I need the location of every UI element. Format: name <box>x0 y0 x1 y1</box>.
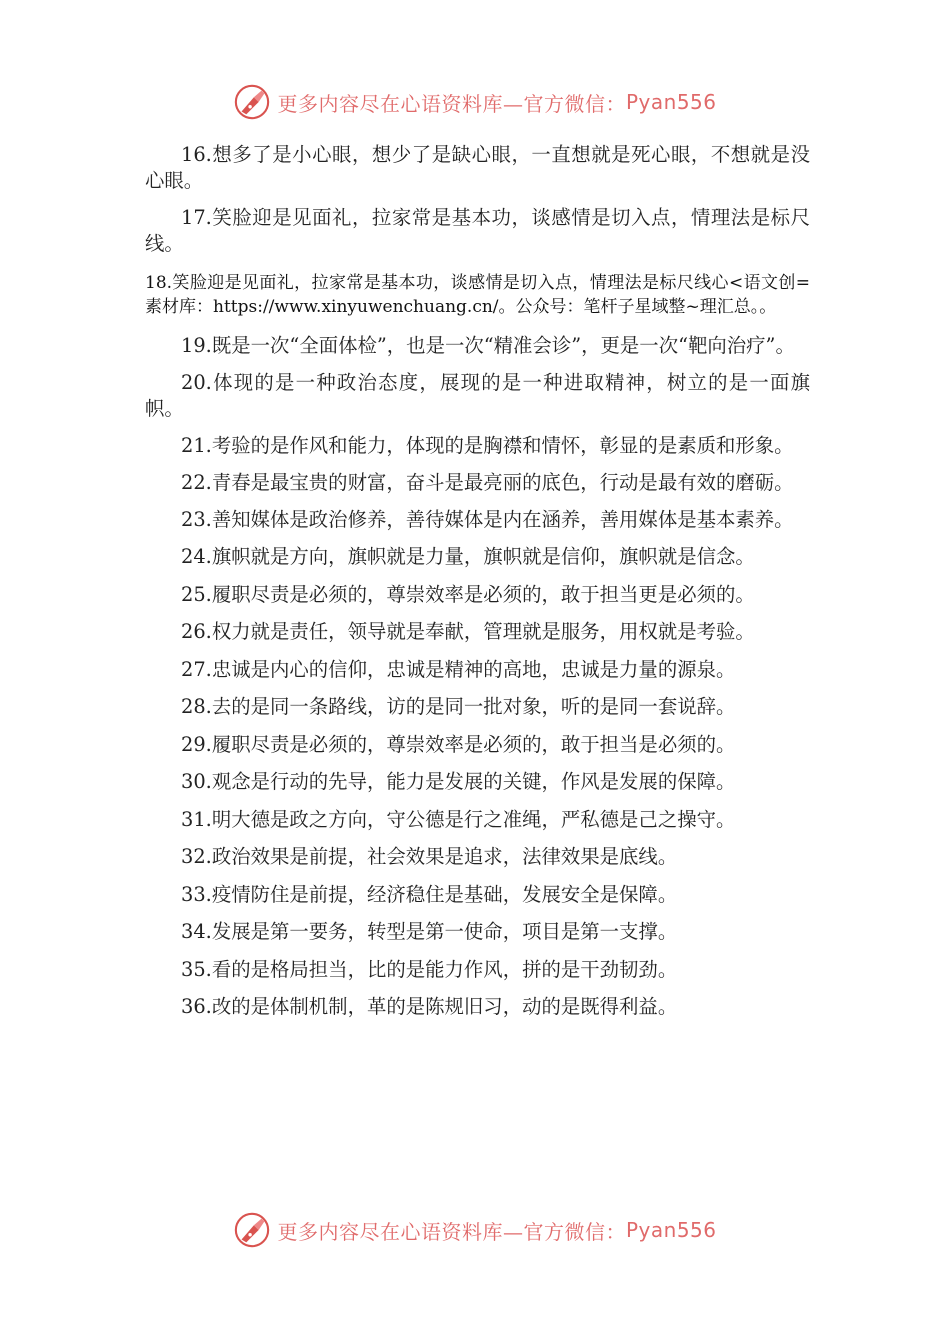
list-item: 29.履职尽责是必须的，尊崇效率是必须的，敢于担当是必须的。 <box>181 732 736 756</box>
pen-nib-logo-icon <box>233 1211 271 1249</box>
list-item: 34.发展是第一要务，转型是第一使命，项目是第一支撑。 <box>181 920 678 943</box>
list-item: 22.青春是最宝贵的财富，奋斗是最亮丽的底色，行动是最有效的磨砺。 <box>181 471 794 494</box>
list-item: 20.体现的是一种政治态度，展现的是一种进取精神，树立的是一面旗帜。 <box>145 371 810 420</box>
list-item: 21.考验的是作风和能力，体现的是胸襟和情怀，彰显的是素质和形象。 <box>181 434 794 457</box>
list-item: 18.笑脸迎是见面礼，拉家常是基本功，谈感情是切入点，情理法是标尺线心<语文创=素材库：https://www.xinyuwenchuang.cn/。公众号：笔杆子星域整~理汇总。。 <box>145 273 810 317</box>
wechat-id: Pyan556 <box>625 1218 717 1242</box>
list-item: 24.旗帜就是方向，旗帜就是力量，旗帜就是信仰，旗帜就是信念。 <box>181 545 755 568</box>
wechat-id: Pyan556 <box>625 90 717 114</box>
header-banner <box>0 82 950 122</box>
pen-nib-logo-icon <box>233 83 271 121</box>
list-item: 32.政治效果是前提，社会效果是追求，法律效果是底线。 <box>181 845 678 868</box>
list-item: 17.笑脸迎是见面礼，拉家常是基本功，谈感情是切入点，情理法是标尺线。 <box>145 206 810 255</box>
list-item: 30.观念是行动的先导，能力是发展的关键，作风是发展的保障。 <box>181 770 736 793</box>
list-item: 26.权力就是责任，领导就是奉献，管理就是服务，用权就是考验。 <box>181 620 755 643</box>
list-item: 31.明大德是政之方向，守公德是行之准绳，严私德是己之操守。 <box>181 807 736 831</box>
list-item: 36.改的是体制机制，革的是陈规旧习，动的是既得利益。 <box>181 995 678 1018</box>
list-item: 35.看的是格局担当，比的是能力作风，拼的是干劲韧劲。 <box>181 957 678 981</box>
list-item: 16.想多了是小心眼，想少了是缺心眼，一直想就是死心眼，不想就是没心眼。 <box>145 143 810 192</box>
list-item: 27.忠诚是内心的信仰，忠诚是精神的高地，忠诚是力量的源泉。 <box>181 657 736 681</box>
list-item: 25.履职尽责是必须的，尊崇效率是必须的，敢于担当更是必须的。 <box>181 582 755 606</box>
list-item: 23.善知媒体是政治修养，善待媒体是内在涵养，善用媒体是基本素养。 <box>181 508 794 531</box>
list-item: 28.去的是同一条路线，访的是同一批对象，听的是同一套说辞。 <box>181 695 736 718</box>
banner-text: 更多内容尽在心语资料库—官方微信： <box>277 91 626 116</box>
banner-text: 更多内容尽在心语资料库—官方微信： <box>277 1219 626 1244</box>
list-item: 19.既是一次“全面体检”，也是一次“精准会诊”，更是一次“靶向治疗”。 <box>181 334 795 357</box>
list-item: 33.疫情防住是前提，经济稳住是基础，发展安全是保障。 <box>181 882 678 906</box>
quote-list <box>145 142 810 1032</box>
footer-banner <box>0 1210 950 1250</box>
